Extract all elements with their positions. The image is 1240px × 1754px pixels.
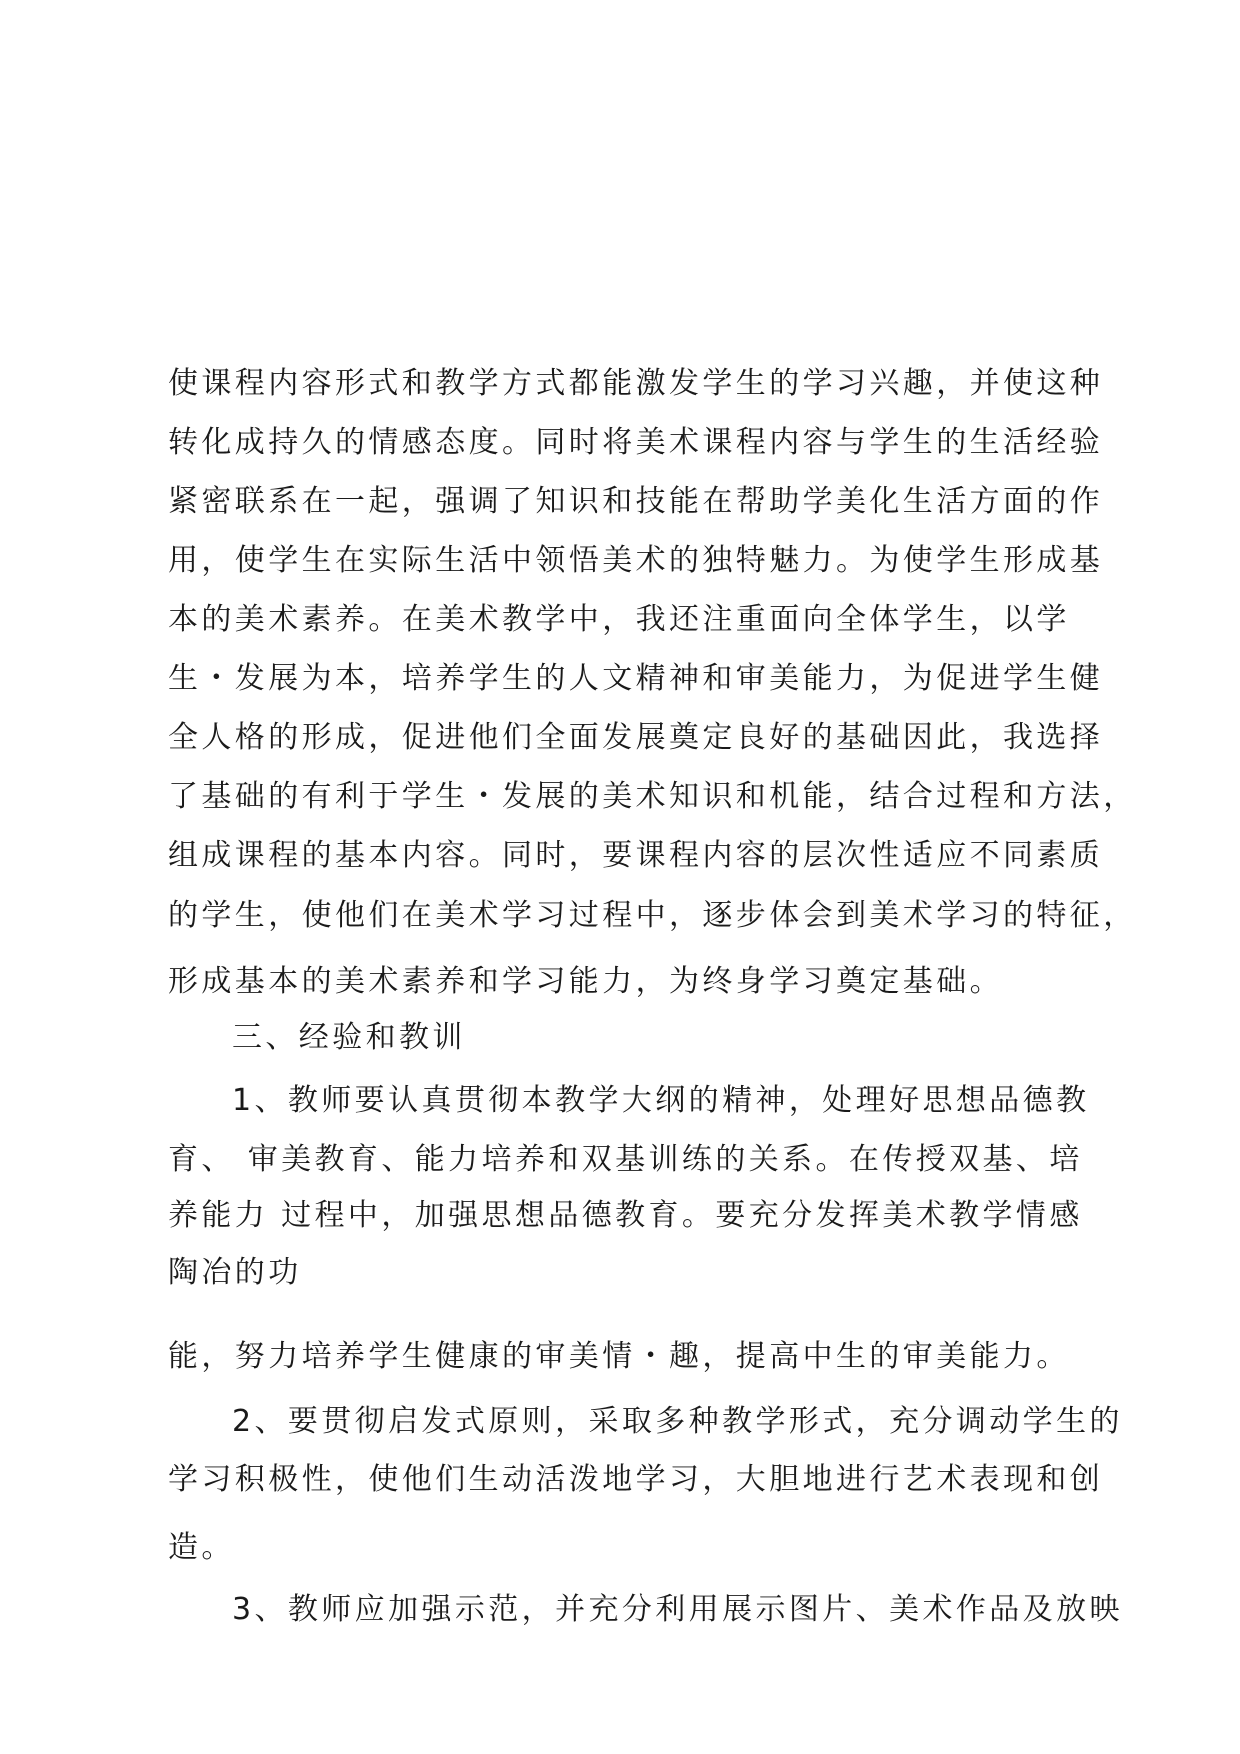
text-line: 使课程内容形式和教学方式都能激发学生的学习兴趣，并使这种 xyxy=(168,366,1104,401)
text-line: 了基础的有利于学生・发展的美术知识和机能，结合过程和方法， xyxy=(168,779,1137,814)
text-line: 育、 审美教育、能力培养和双基训练的关系。在传授双基、培 xyxy=(168,1142,1083,1177)
text-line: 养能力 过程中，加强思想品德教育。要充分发挥美术教学情感 xyxy=(168,1198,1083,1233)
text-line: 造。 xyxy=(168,1530,235,1565)
text-line: 全人格的形成，促进他们全面发展奠定良好的基础因此，我选择 xyxy=(168,720,1104,755)
text-line: 转化成持久的情感态度。同时将美术课程内容与学生的生活经验 xyxy=(168,425,1104,460)
text-line: 1、教师要认真贯彻本教学大纲的精神，处理好思想品德教 xyxy=(232,1083,1090,1118)
text-line: 2、要贯彻启发式原则，采取多种教学形式，充分调动学生的 xyxy=(232,1404,1123,1439)
text-line: 的学生，使他们在美术学习过程中，逐步体会到美术学习的特征， xyxy=(168,898,1137,933)
text-line: 紧密联系在一起，强调了知识和技能在帮助学美化生活方面的作 xyxy=(168,484,1104,519)
text-line: 能，努力培养学生健康的审美情・趣，提高中生的审美能力。 xyxy=(168,1339,1070,1374)
text-line: 用，使学生在实际生活中领悟美术的独特魅力。为使学生形成基 xyxy=(168,543,1104,578)
section-heading: 三、经验和教训 xyxy=(232,1020,466,1055)
text-line: 本的美术素养。在美术教学中，我还注重面向全体学生，以学 xyxy=(168,602,1070,637)
text-line: 陶冶的功 xyxy=(168,1255,302,1290)
text-line: 组成课程的基本内容。同时，要课程内容的层次性适应不同素质 xyxy=(168,838,1104,873)
text-line: 3、教师应加强示范，并充分利用展示图片、美术作品及放映 xyxy=(232,1592,1123,1627)
text-line: 形成基本的美术素养和学习能力，为终身学习奠定基础。 xyxy=(168,964,1003,999)
text-line: 生・发展为本，培养学生的人文精神和审美能力，为促进学生健 xyxy=(168,661,1104,696)
text-line: 学习积极性，使他们生动活泼地学习，大胆地进行艺术表现和创 xyxy=(168,1462,1104,1497)
